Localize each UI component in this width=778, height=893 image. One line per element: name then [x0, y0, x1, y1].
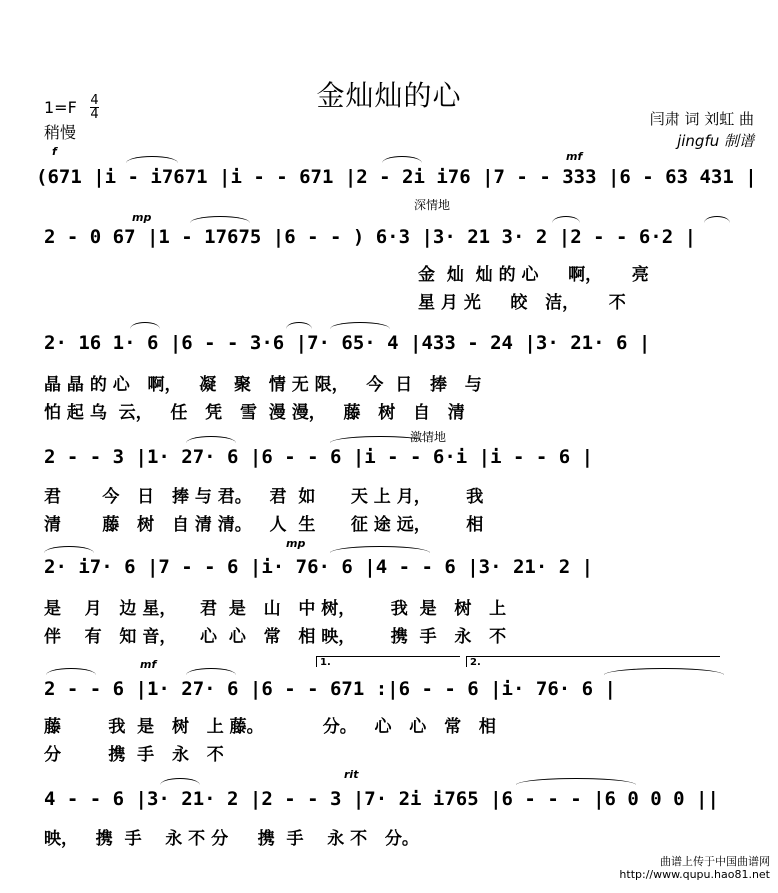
watermark-line-2: http://www.qupu.hao81.net — [619, 868, 770, 881]
slur — [186, 668, 236, 675]
time-signature-bottom: 4 — [90, 107, 99, 122]
volta-second-ending: 2. — [466, 656, 720, 667]
slur — [190, 216, 250, 223]
expression-tender: 深情地 — [414, 198, 451, 212]
dynamic-mp: mp — [132, 211, 152, 224]
volta-first-ending: 1. — [316, 656, 460, 667]
lyric-row-3-verse-2: 怕 起 乌 云， 任 凭 雪 漫 漫， 藤 树 自 清 — [44, 403, 465, 423]
lyric-row-6-verse-2: 分 携 手 永 不 — [44, 745, 224, 765]
slur — [130, 322, 160, 329]
slur — [516, 778, 636, 785]
notation-row-2: 2 - 0 67 |1 - 17675 |6 - - ) 6·3 |3· 21 3· 2 |2 - - 6·2 | — [44, 226, 697, 248]
key-signature: 1=F — [44, 98, 77, 117]
expression-passionate: 激情地 — [410, 430, 447, 444]
lyric-row-5-verse-1: 是 月 边 星， 君 是 山 中 树， 我 是 树 上 — [44, 599, 507, 619]
slur — [286, 322, 312, 329]
dynamic-mf: mf — [566, 150, 583, 163]
slur — [604, 668, 724, 675]
slur — [330, 436, 430, 443]
time-signature — [90, 94, 99, 121]
slur — [330, 322, 390, 329]
lyric-row-3-verse-1: 晶 晶 的 心 啊， 凝 聚 情 无 限， 今 日 捧 与 — [44, 375, 482, 395]
notation-row-3: 2· 16 1· 6 |6 - - 3·6 |7· 65· 4 |433 - 24 |3· 21· 6 | — [44, 332, 651, 354]
lyric-row-2-verse-2: 星 月 光 皎 洁， 不 — [418, 293, 626, 313]
ritardando-mark: rit — [344, 768, 359, 781]
slur — [330, 546, 430, 553]
slur — [382, 156, 422, 163]
dynamic-f: f — [52, 145, 57, 158]
slur — [44, 546, 94, 553]
time-signature-top: 4 — [90, 93, 99, 108]
lyric-row-4-verse-2: 清 藤 树 自 清 清。 人 生 征 途 远， 相 — [44, 515, 484, 535]
lyric-row-5-verse-2: 伴 有 知 音， 心 心 常 相 映， 携 手 永 不 — [44, 627, 507, 647]
dynamic-mf-2: mf — [140, 658, 157, 671]
watermark-line-1: 曲谱上传于中国曲谱网 — [660, 855, 770, 868]
notation-row-1: (671 |i - i7671 |i - - 671 |2 - 2i i76 |7 - - 333 |6 - 63 431 | — [36, 166, 757, 188]
tempo-marking: 稍慢 — [44, 123, 77, 142]
slur — [704, 216, 730, 223]
credits-transcriber: jingfu 制谱 — [677, 132, 754, 150]
notation-row-6: 2 - - 6 |1· 27· 6 |6 - - 671 :|6 - - 6 |i· 76· 6 | — [44, 678, 616, 700]
notation-row-5: 2· i7· 6 |7 - - 6 |i· 76· 6 |4 - - 6 |3· 21· 2 | — [44, 556, 594, 578]
credits-authors: 闫肃 词 刘虹 曲 — [649, 110, 754, 128]
dynamic-mp-2: mp — [286, 537, 306, 550]
slur — [552, 216, 580, 223]
notation-row-4: 2 - - 3 |1· 27· 6 |6 - - 6 |i - - 6·i |i - - 6 | — [44, 446, 594, 468]
slur — [126, 156, 178, 163]
slur — [160, 778, 200, 785]
lyric-row-7-verse-1: 映， 携 手 永 不 分 携 手 永 不 分。 — [44, 829, 419, 849]
lyric-row-4-verse-1: 君 今 日 捧 与 君。 君 如 天 上 月， 我 — [44, 487, 484, 507]
lyric-row-6-verse-1: 藤 我 是 树 上 藤。 分。 心 心 常 相 — [44, 717, 496, 737]
slur — [186, 436, 236, 443]
page-title: 金灿灿的心 — [316, 79, 462, 112]
lyric-row-2-verse-1: 金 灿 灿 的 心 啊， 亮 — [418, 265, 649, 285]
slur — [46, 668, 96, 675]
site-watermark — [619, 855, 770, 881]
notation-row-7: 4 - - 6 |3· 21· 2 |2 - - 3 |7· 2i i765 |6 - - - |6 0 0 0 || — [44, 788, 719, 810]
